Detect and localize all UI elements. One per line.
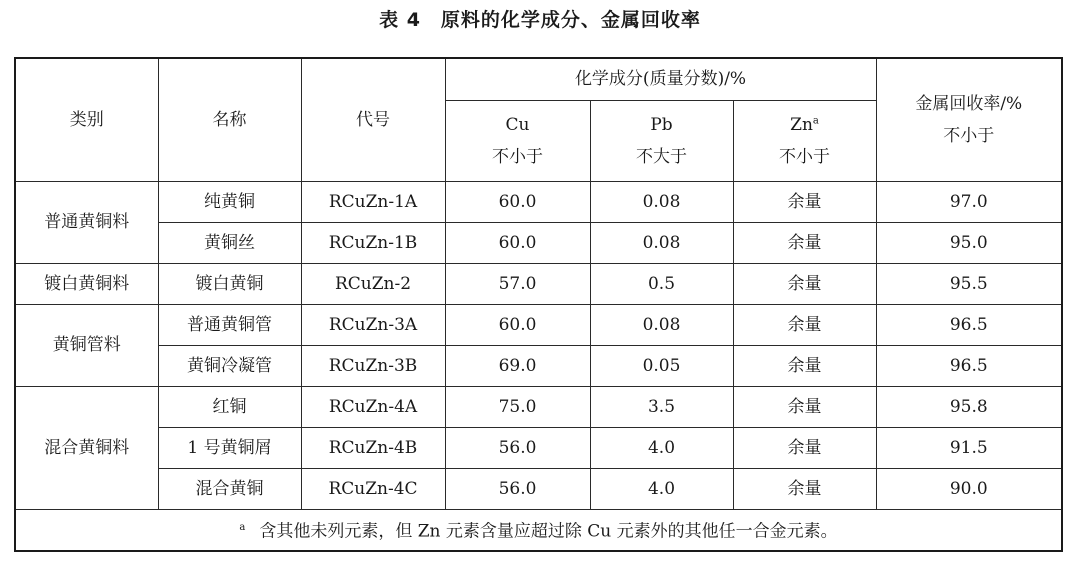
footnote-mark: a: [239, 521, 246, 533]
header-cu: [445, 100, 590, 181]
row-pb: 0.08: [590, 181, 733, 222]
row-recovery: 95.0: [876, 222, 1062, 263]
category-cell: 镀白黄铜料: [15, 263, 158, 304]
footnote-text: 含其他未列元素，但 Zn 元素含量应超过除 Cu 元素外的其他任一合金元素。: [259, 521, 838, 542]
composition-table: [14, 57, 1063, 552]
row-recovery: 91.5: [876, 427, 1062, 468]
row-pb: 0.08: [590, 304, 733, 345]
row-name: 镀白黄铜: [158, 263, 301, 304]
row-zn: 余量: [733, 263, 876, 304]
row-cu: 56.0: [445, 468, 590, 509]
row-pb: 4.0: [590, 427, 733, 468]
row-code: RCuZn-3B: [301, 345, 445, 386]
row-cu: 56.0: [445, 427, 590, 468]
header-zn-label-wrap: [734, 113, 876, 137]
row-code: RCuZn-2: [301, 263, 445, 304]
header-recovery: [876, 58, 1062, 181]
row-recovery: 90.0: [876, 468, 1062, 509]
row-name: 纯黄铜: [158, 181, 301, 222]
row-zn: 余量: [733, 304, 876, 345]
row-pb: 4.0: [590, 468, 733, 509]
row-zn: 余量: [733, 222, 876, 263]
header-composition: 化学成分(质量分数)/%: [445, 58, 876, 100]
row-name: 混合黄铜: [158, 468, 301, 509]
row-zn: 余量: [733, 181, 876, 222]
row-name: 黄铜冷凝管: [158, 345, 301, 386]
row-pb: 0.05: [590, 345, 733, 386]
row-recovery: 96.5: [876, 345, 1062, 386]
row-name: 普通黄铜管: [158, 304, 301, 345]
row-name: 1 号黄铜屑: [158, 427, 301, 468]
row-code: RCuZn-4B: [301, 427, 445, 468]
row-pb: 0.5: [590, 263, 733, 304]
header-code: 代号: [301, 58, 445, 181]
row-name: 黄铜丝: [158, 222, 301, 263]
row-cu: 75.0: [445, 386, 590, 427]
category-cell: 黄铜管料: [15, 304, 158, 386]
row-recovery: 97.0: [876, 181, 1062, 222]
header-recovery-sub: 不小于: [943, 125, 995, 146]
header-category: 类别: [15, 58, 158, 181]
row-recovery: 95.5: [876, 263, 1062, 304]
header-pb-sub: 不大于: [636, 146, 687, 167]
row-code: RCuZn-3A: [301, 304, 445, 345]
row-cu: 60.0: [445, 222, 590, 263]
row-code: RCuZn-4A: [301, 386, 445, 427]
row-zn: 余量: [733, 427, 876, 468]
category-cell: 普通黄铜料: [15, 181, 158, 263]
header-zn-footnote-mark: a: [812, 114, 819, 126]
row-cu: 57.0: [445, 263, 590, 304]
row-recovery: 95.8: [876, 386, 1062, 427]
row-code: RCuZn-1B: [301, 222, 445, 263]
row-name: 红铜: [158, 386, 301, 427]
header-name: 名称: [158, 58, 301, 181]
row-code: RCuZn-1A: [301, 181, 445, 222]
row-zn: 余量: [733, 386, 876, 427]
category-cell: 混合黄铜料: [15, 386, 158, 509]
row-cu: 60.0: [445, 304, 590, 345]
header-cu-sub: 不小于: [492, 146, 543, 167]
table-title: 表 4 原料的化学成分、金属回收率: [379, 9, 701, 31]
header-recovery-label: 金属回收率/%: [915, 93, 1023, 114]
header-pb-label: Pb: [650, 114, 673, 135]
row-cu: 69.0: [445, 345, 590, 386]
header-pb: [590, 100, 733, 181]
row-code: RCuZn-4C: [301, 468, 445, 509]
header-cu-label: Cu: [505, 114, 530, 135]
footnote: [15, 509, 1062, 551]
row-cu: 60.0: [445, 181, 590, 222]
header-zn-label: Zn: [790, 114, 813, 135]
row-zn: 余量: [733, 345, 876, 386]
header-zn: [733, 100, 876, 181]
row-pb: 0.08: [590, 222, 733, 263]
header-zn-sub: 不小于: [779, 146, 831, 167]
row-pb: 3.5: [590, 386, 733, 427]
row-zn: 余量: [733, 468, 876, 509]
row-recovery: 96.5: [876, 304, 1062, 345]
